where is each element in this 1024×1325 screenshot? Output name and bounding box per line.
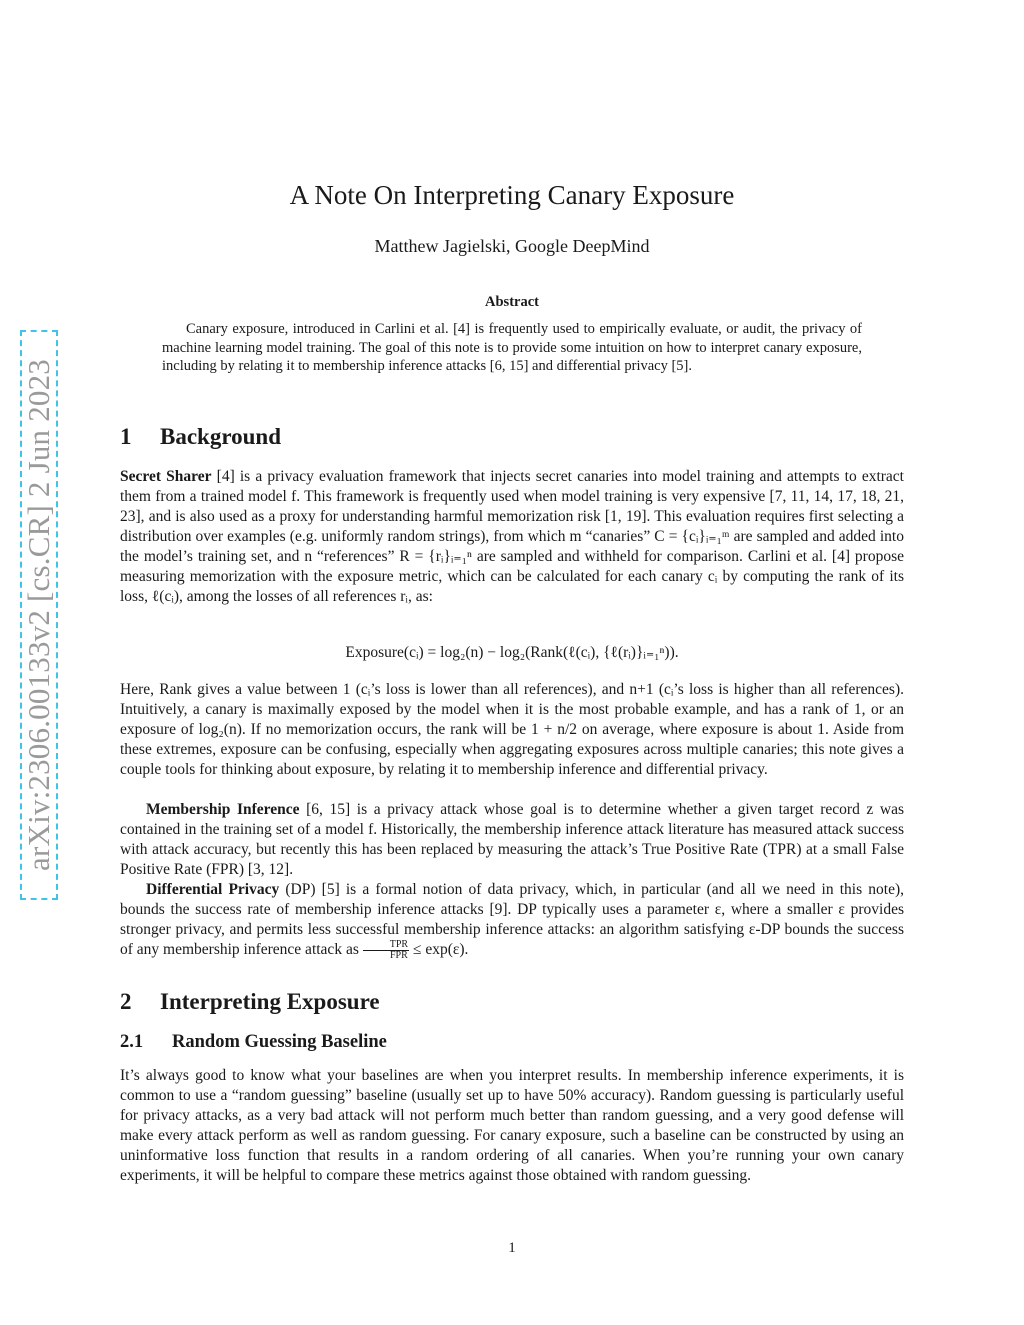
page-number: 1 bbox=[508, 1240, 516, 1256]
abstract-heading: Abstract bbox=[485, 294, 539, 310]
abstract-text: Canary exposure, introduced in Carlini et al. [4] is frequently used to empirically evaluate, or audit, the privacy of machine learning model training. The goal of this note is to provide some intuition on how to interpret canary exposure, including by relating it to membership inference attacks [6, 15] and differential privacy [5]. bbox=[162, 321, 862, 374]
fraction-numerator: TPR bbox=[363, 940, 409, 951]
section-2-title: Interpreting Exposure bbox=[160, 989, 380, 1014]
section-1-paragraph-1 bbox=[120, 467, 904, 607]
arxiv-identifier: arXiv:2306.00133v2 [cs.CR] 2 Jun 2023 bbox=[21, 359, 57, 871]
paper-authors: Matthew Jagielski, Google DeepMind bbox=[374, 236, 650, 256]
differential-privacy-lead: Differential Privacy bbox=[146, 881, 280, 898]
subsection-2-1-number: 2.1 bbox=[120, 1032, 144, 1052]
secret-sharer-lead: Secret Sharer bbox=[120, 468, 212, 485]
arxiv-side-stamp bbox=[20, 330, 58, 900]
section-2-heading bbox=[120, 989, 380, 1015]
exposure-equation: Exposure(cᵢ) = log₂(n) − log₂(Rank(ℓ(cᵢ), {ℓ(rᵢ)}ᵢ₌₁ⁿ)). bbox=[345, 644, 679, 661]
membership-inference-lead: Membership Inference bbox=[146, 801, 300, 818]
subsection-2-1-title: Random Guessing Baseline bbox=[172, 1032, 387, 1052]
section-1-heading bbox=[120, 424, 281, 450]
section-1-paragraph-2: Here, Rank gives a value between 1 (cᵢ’s loss is lower than all references), and n+1 (cᵢ’s loss is higher than all references). Intuitively, a canary is maximally exposed by the model when it is the most probable example, and has a rank of 1, or an exposure of log₂(n). If no memorization occurs, the rank will be 1 + n/2 on average, where exposure is about 1. Aside from these extremes, exposure can be confusing, especially when aggregating exposures across multiple canaries; this note gives a couple tools for thinking about exposure, by relating it to membership inference and differential privacy. bbox=[120, 681, 904, 778]
subsection-2-1-heading bbox=[120, 1032, 387, 1053]
section-1-number: 1 bbox=[120, 424, 132, 449]
dp-bound-tail: ≤ exp(ε). bbox=[409, 941, 469, 959]
paper-title: A Note On Interpreting Canary Exposure bbox=[289, 180, 735, 210]
section-1-paragraph-3 bbox=[120, 800, 904, 880]
tpr-fpr-fraction bbox=[363, 940, 409, 961]
section-2-number: 2 bbox=[120, 989, 132, 1014]
section-1-title: Background bbox=[160, 424, 282, 449]
fraction-denominator: FPR bbox=[390, 950, 408, 961]
section-2-paragraph-1: It’s always good to know what your baselines are when you interpret results. In membership inference experiments, it is common to use a “random guessing” baseline (usually set up to have 50% accuracy). Random guessing is particularly useful for privacy attacks, as a very bad attack will not perform much better than random guessing, and a very good defense will make every attack perform as well as random guessing. For canary exposure, such a baseline can be constructed by using an uninformative loss function that results in a random ordering of all canaries. When you’re running your own canary experiments, it will be helpful to compare these metrics against those obtained with random guessing. bbox=[120, 1067, 904, 1184]
membership-inference-text: [6, 15] is a privacy attack whose goal is to determine whether a given target record z was contained in the training set of a model f. Historically, the membership inference attack literature has measured attack success with attack accuracy, but recently this has been replaced by measuring the attack’s True Positive Rate (TPR) at a small False Positive Rate (FPR) [3, 12]. bbox=[120, 801, 905, 878]
secret-sharer-text: [4] is a privacy evaluation framework that injects secret canaries into model training and attempts to extract them from a trained model f. This framework is frequently used when model training is very expensive [7, 11, 14, 17, 18, 21, 23], and is also used as a proxy for understanding harmful memorization risk [1, 19]. This evaluation requires first selecting a distribution over examples (e.g. uniformly random strings), from which m “canaries” C = {cᵢ}ᵢ₌₁ᵐ are sampled and added into the model’s training set, and n “references” R = {rᵢ}ᵢ₌₁ⁿ are sampled and withheld for comparison. Carlini et al. [4] propose measuring memorization with the exposure metric, which can be calculated for each canary cᵢ by computing the rank of its loss, ℓ(cᵢ), among the losses of all references rᵢ, as: bbox=[120, 468, 904, 605]
differential-privacy-text: (DP) [5] is a formal notion of data privacy, which, in particular (and all we need in this note), bounds the success rate of membership inference attacks [9]. DP typically uses a parameter ε, where a smaller ε provides stronger privacy, and permits less successful membership inference attacks: an algorithm satisfying ε-DP bounds the success of any membership inference attack as bbox=[120, 881, 904, 959]
section-1-paragraph-4 bbox=[120, 880, 904, 961]
